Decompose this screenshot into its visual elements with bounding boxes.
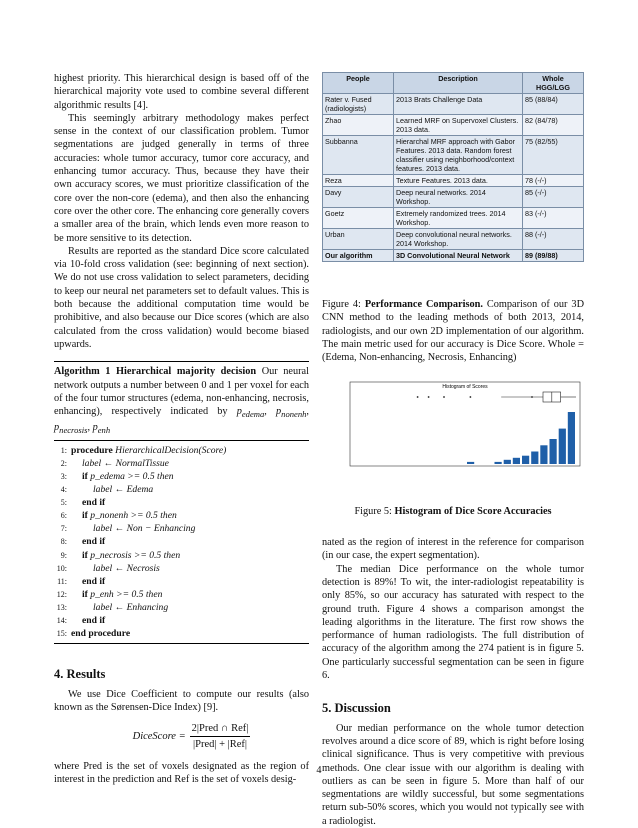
table-cell: Rater v. Fused (radiologists) (323, 94, 394, 115)
caption-label: Figure 4: (322, 299, 361, 310)
formula-denominator: |Pred| + |Ref| (193, 739, 248, 751)
body-paragraph: where Pred is the set of voxels designated as the region of interest in the prediction and Ref is the set of voxels desig- (54, 760, 309, 785)
formula-numerator: 2|Pred ∩ Ref| (190, 722, 251, 737)
line-number: 11: (57, 576, 67, 586)
table-row (323, 175, 584, 187)
algorithm-line (54, 535, 309, 548)
box-outlier (417, 397, 419, 399)
line-code: p_necrosis >= 0.5 then (90, 549, 181, 561)
body-paragraph: Results are reported as the standard Dice score calculated via 10-fold cross validation (see: beginning of next section). We do not use cross validation to select parameters, deciding to keep our neural net parameters set to default values. This is both because the additional computation time would be prohibitive, and also because our Dice scores (which are also calculated from the cross validation) would become biased upwards. (54, 245, 309, 350)
table-header: Whole HGG/LGG (523, 73, 584, 94)
table-cell: Urban (323, 229, 394, 250)
line-code: label ← Necrosis (93, 562, 160, 574)
line-number: 6: (60, 511, 67, 521)
line-code: label ← Edema (93, 484, 154, 496)
histogram-bar (559, 429, 566, 464)
histogram-bar (540, 446, 547, 465)
algorithm-box (54, 361, 309, 644)
caption-label: Figure 5: (354, 505, 392, 517)
line-number: 4: (60, 485, 67, 495)
algorithm-header (54, 362, 309, 441)
table-cell: Deep convolutional neural networks. 2014 Workshop. (394, 229, 523, 250)
table-cell: Zhao (323, 115, 394, 136)
line-code: p_enh >= 0.5 then (90, 588, 163, 600)
comparison-table (322, 72, 584, 262)
chart-title: Histogram of Scores (442, 384, 488, 391)
caption-title: Performance Comparison. (364, 299, 483, 310)
table-cell: 2013 Brats Challenge Data (394, 94, 523, 115)
body-paragraph: This seemingly arbitrary methodology makes perfect sense in the context of our classification problem. Tumor segmentations are judged generally in terms of three accuracies: whole tumor accuracy, tumor core accuracy, and enhancing tumor accuracy. Thus, because they have their own accuracy scores, we must prioritize classification of the core over the non-core (edema), and then also the enhancing core over the other core. The enhancing core generally covers a smaller area of the brain, which lends even more reason to be more sensitive to its detection. (54, 112, 309, 244)
page-number: 4 (316, 765, 322, 776)
table-header: Description (394, 73, 523, 94)
algorithm-label: Algorithm 1 Hierarchical majority decision (54, 366, 257, 378)
algorithm-line (54, 575, 309, 588)
algorithm-line (54, 444, 309, 457)
box-outlier (443, 397, 445, 399)
box-outlier (470, 397, 472, 399)
algorithm-line (54, 614, 309, 627)
line-keyword: end procedure (71, 628, 131, 640)
box-outlier (428, 397, 430, 399)
table-cell: 85 (88/84) (523, 94, 584, 115)
algorithm-line (54, 627, 309, 640)
line-keyword: end if (82, 497, 106, 509)
algorithm-description: Our neural network outputs a number between 0 and 1 per voxel for each of the four tumor structures (edema, non-enhancing, necrosis, enhancing), respectively indicated by $p_{edema}$, $p_{nonenh}$, $p_{necrosis}$, $p_{enh}$ (54, 366, 309, 436)
line-keyword: if (82, 549, 88, 561)
table-cell: Texture Features. 2013 data. (394, 175, 523, 187)
line-keyword: if (82, 510, 88, 522)
table-row (323, 229, 584, 250)
algorithm-line (54, 601, 309, 614)
body-paragraph: Our median performance on the whole tumor detection revolves around a dice score of 89, which is right before losing clinical significance. Thus is very competitive with previous methods. One clear issue with our algorithm is dealing with outliers as can be seen in figure 5. More than half of our segmentations are wildly successful, but some segmentations return sub-50% scores, which you would not typically see with a radiologist. (322, 722, 584, 827)
table-row (323, 94, 584, 115)
line-code: p_nonenh >= 0.5 then (90, 510, 177, 522)
algorithm-line (54, 509, 309, 522)
line-number: 13: (56, 602, 67, 612)
line-number: 2: (60, 458, 67, 468)
body-paragraph: We use Dice Coefficient to compute our results (also known as the Sørensen-Dice Index) [9]. (54, 688, 309, 713)
line-number: 5: (60, 498, 67, 508)
table-cell: 89 (89/88) (523, 250, 584, 262)
algorithm-line (54, 483, 309, 496)
line-number: 7: (60, 524, 67, 534)
table-row (323, 250, 584, 262)
table-cell: 83 (-/-) (523, 208, 584, 229)
line-code: p_edema >= 0.5 then (90, 471, 174, 482)
table-cell: Our algorithm (323, 250, 394, 262)
table-cell: 3D Convolutional Neural Network (394, 250, 523, 262)
histogram-bar (522, 456, 529, 464)
figure-4-caption (322, 298, 584, 364)
table-row (323, 208, 584, 229)
table-cell: Subbanna (323, 136, 394, 175)
line-keyword: procedure (71, 444, 113, 456)
algorithm-line (54, 522, 309, 535)
algorithm-line (54, 496, 309, 509)
table-body (323, 94, 584, 262)
line-code: label ← Enhancing (93, 601, 169, 613)
algorithm-line (54, 457, 309, 470)
line-keyword: end if (82, 615, 106, 627)
section-heading: 5. Discussion (322, 701, 391, 716)
table-cell: 82 (84/78) (523, 115, 584, 136)
line-number: 10: (56, 563, 67, 573)
left-column (54, 72, 309, 786)
table-cell: Hierarchal MRF approach with Gabor Features. 2013 data. Random forest classifier using neighborhood/context features. 2013 data. (394, 136, 523, 175)
line-number: 9: (60, 550, 67, 560)
body-paragraph: nated as the region of interest in the reference for comparison (in our case, the expert segmentation). (322, 537, 584, 562)
table-cell: Goetz (323, 208, 394, 229)
line-number: 15: (56, 629, 67, 639)
table-cell: Reza (323, 175, 394, 187)
body-paragraph: highest priority. This hierarchical design is based off of the hierarchical majority vote used to combine several different algorithmic results [4]. (54, 73, 309, 111)
dice-formula (74, 722, 309, 752)
line-number: 14: (56, 616, 67, 626)
histogram-bar (531, 452, 538, 465)
algorithm-line (54, 588, 309, 601)
algorithm-lines (54, 441, 309, 644)
algorithm-line (54, 549, 309, 562)
table-cell: Deep neural networks. 2014 Workshop. (394, 187, 523, 208)
line-keyword: end if (82, 536, 106, 548)
line-keyword: if (82, 471, 88, 482)
section-heading: 4. Results (54, 667, 106, 682)
line-keyword: if (82, 588, 88, 600)
table-cell: 75 (82/55) (523, 136, 584, 175)
line-number: 12: (56, 589, 67, 599)
right-column (322, 72, 584, 828)
table-row (323, 115, 584, 136)
algorithm-line (54, 470, 309, 483)
line-number: 1: (60, 445, 67, 455)
table-row (323, 136, 584, 175)
histogram-chart (326, 378, 584, 486)
box-outlier (531, 397, 533, 399)
table-row (323, 187, 584, 208)
table-cell: 85 (-/-) (523, 187, 584, 208)
histogram-bar (568, 412, 575, 464)
histogram-bar (495, 462, 502, 464)
body-paragraph: The median Dice performance on the whole tumor detection is 89%! To wit, the inter-radiologist repeatability is only 85%, so our accuracy has saturated with respect to the ground truth. Figure 4 shows a comparison amongst the leading algorithms in the literature. The first row shows the performance of human radiologists. The full distribution of accuracy of the algorithm among the 274 patient is in figure 5. One particularly successful segmentation can be seen in figure 6. (322, 563, 584, 682)
histogram-bar (504, 460, 511, 464)
histogram-bar (467, 462, 474, 464)
line-keyword: end if (82, 575, 106, 587)
table-header: People (323, 73, 394, 94)
line-code: label ← NormalTissue (82, 457, 169, 469)
caption-text: Comparison of our 3D CNN method to the leading methods of both 2013, 2014, radiologists, and our own 2D implementation of our algorithm. The main metric used for our accuracy is Dice Score. Whole = (Edema, Non-enhancing, Necrosis, Enhancing) (322, 299, 585, 364)
line-number: 8: (60, 537, 67, 547)
table-cell: Davy (323, 187, 394, 208)
line-code: HierarchicalDecision(Score) (115, 444, 227, 456)
table-cell: Learned MRF on Supervoxel Clusters. 2013 data. (394, 115, 523, 136)
table-cell: 78 (-/-) (523, 175, 584, 187)
histogram-bar (513, 458, 520, 464)
line-code: label ← Non − Enhancing (93, 523, 196, 535)
algorithm-line (54, 562, 309, 575)
line-number: 3: (60, 472, 67, 481)
figure-5-caption (322, 505, 584, 518)
table-cell: Extremely randomized trees. 2014 Workshop. (394, 208, 523, 229)
caption-title: Histogram of Dice Score Accuracies (394, 505, 552, 517)
table-cell: 88 (-/-) (523, 229, 584, 250)
histogram-bar (550, 439, 557, 464)
formula-lhs: DiceScore = (132, 731, 186, 743)
